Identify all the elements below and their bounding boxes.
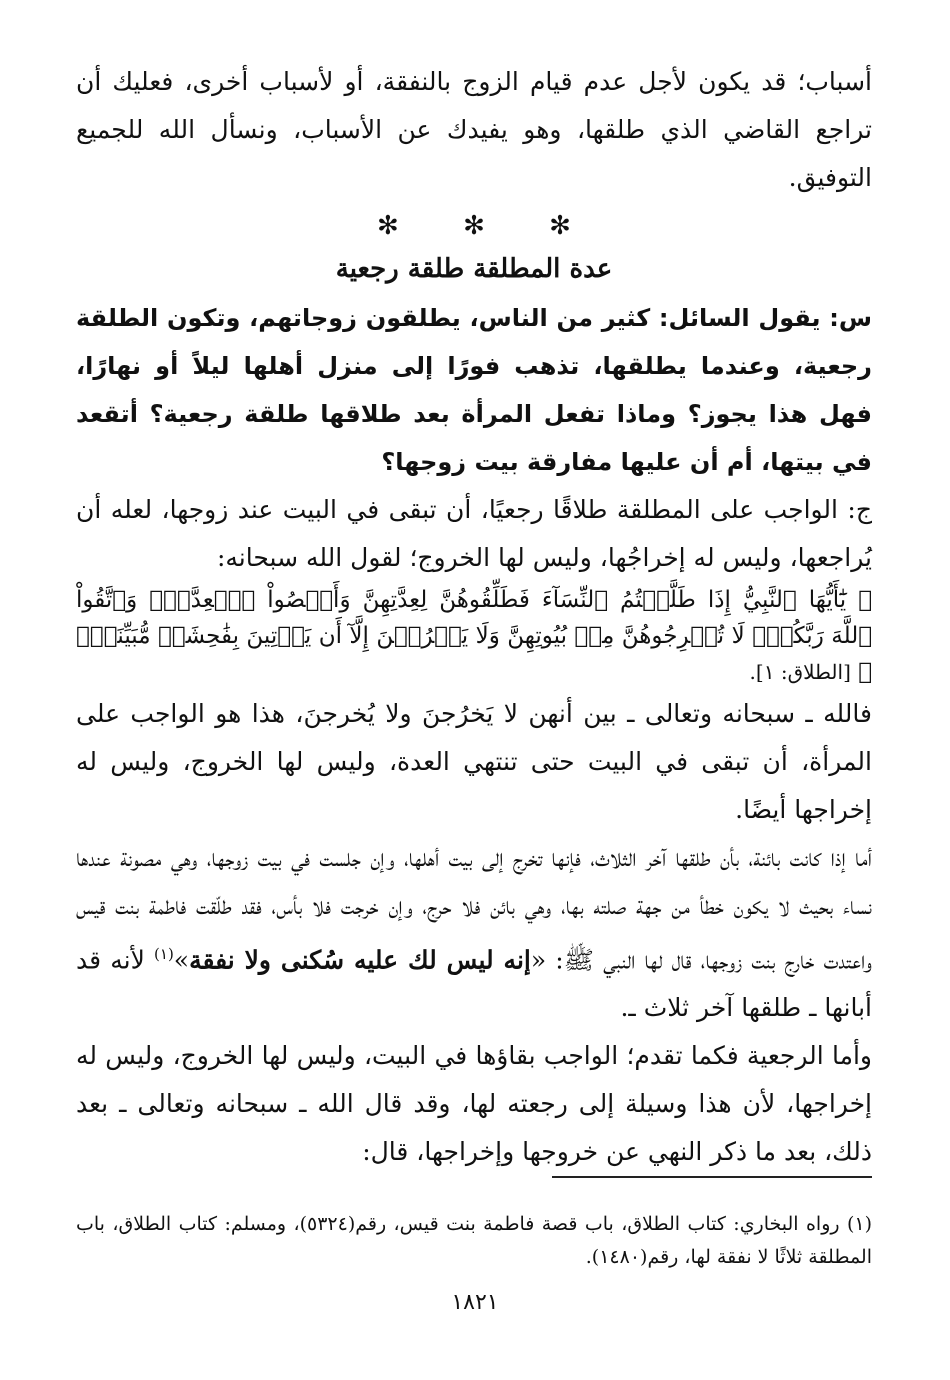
question-paragraph: س: يقول السائل: كثير من الناس، يطلقون زوجاتهم، وتكون الطلقة رجعية، وعندما يطلقها، تذهب فورًا إلى منزل أهلها ليلاً أو نهارًا، فهل هذا يجوز؟ وماذا تفعل المرأة بعد طلاقها طلقة رجعية؟ أتقعد في بيتها، أم أن عليها مفارقة بيت زوجها؟ [76,304,872,476]
star-icon: ✻ [463,211,485,241]
footnote [76,1208,872,1274]
bain-paragraph [76,834,872,1032]
explanation-paragraph: فالله ـ سبحانه وتعالى ـ بين أنهن لا يَخرُجنَ ولا يُخرجنَ، هذا هو الواجب على المرأة، أن تبقى في البيت حتى تنتهي العدة، وليس لها الخروج، وليس له إخراجها أيضًا. [76,699,872,824]
rajia-paragraph: وأما الرجعية فكما تقدم؛ الواجب بقاؤها في البيت، وليس لها الخروج، وليس له إخراجها، لأن هذا وسيلة إلى رجعته لها، وقد قال الله ـ سبحانه وتعالى ـ بعد ذلك، بعد ما ذكر النهي عن خروجها وإخراجها، قال: [76,1041,872,1167]
main-text [76,58,872,1176]
footnote-marker[interactable]: (١) [154,945,174,963]
quran-reference: [الطلاق: ١]. [749,660,851,684]
quran-verse-block [76,582,872,690]
star-icon: ✻ [377,211,399,241]
bain-text: أما إذا كانت بائنة، بأن طلقها آخر الثلاث، فإنها تخرج إلى بيت أهلها، وإن جلست في بيت زوجها، وهي مصونة عندها نساء بحيث لا يكون خطأ من جهة صلته بها، وهي بائن فلا حرج، وإن خرجت فلا بأس، فقد طلّقت فاطمة بنت قيس واعتدت خارج بنت زوجها، قال لها النبي ﷺ: « [76,843,872,975]
star-icon: ✻ [549,211,571,241]
section-separator [76,206,872,246]
hadith-quote: إنه ليس لك عليه سُكنى ولا نفقة [189,945,531,975]
bain-text-end: لأنه قد أبانها ـ طلقها آخر ثلاث ـ. [76,945,872,1023]
page-number: ١٨٢١ [451,1290,499,1315]
intro-paragraph: أسباب؛ قد يكون لأجل عدم قيام الزوج بالنفقة، أو لأسباب أخرى، فعليك أن تراجع القاضي الذي طلقها، وهو يفيدك عن الأسباب، ونسأل الله للجميع التوفيق. [76,67,872,192]
hadith-close-quote: » [173,945,190,975]
quran-verse: ﴿ يَٰٓأَيُّهَا ٱلنَّبِيُّ إِذَا طَلَّقۡتُمُ ٱلنِّسَآءَ فَطَلِّقُوهُنَّ لِعِدَّتِهِنَّ وَأَحۡصُواْ ٱلۡعِدَّةَۖ وَٱتَّقُواْ ٱللَّهَ رَبَّكُمۡۖ لَا تُخۡرِجُوهُنَّ مِنۢ بُيُوتِهِنَّ وَلَا يَخۡرُجۡنَ إِلَّآ أَن يَأۡتِينَ بِفَٰحِشَةٖ مُّبَيِّنَةٖۚ ﴾ [76,587,872,685]
answer-paragraph: ج: الواجب على المطلقة طلاقًا رجعيًا، أن تبقى في البيت عند زوجها، لعله أن يُراجعها، وليس له إخراجُها، وليس لها الخروج؛ لقول الله سبحانه: [76,495,872,572]
section-heading: عدة المطلقة طلقة رجعية [335,254,613,284]
footnote-text: (١) رواه البخاري: كتاب الطلاق، باب قصة فاطمة بنت قيس، رقم(٥٣٢٤)، ومسلم: كتاب الطلاق، باب المطلقة ثلاثًا لا نفقة لها، رقم(١٤٨٠). [76,1213,872,1268]
footnote-divider [552,1176,872,1178]
